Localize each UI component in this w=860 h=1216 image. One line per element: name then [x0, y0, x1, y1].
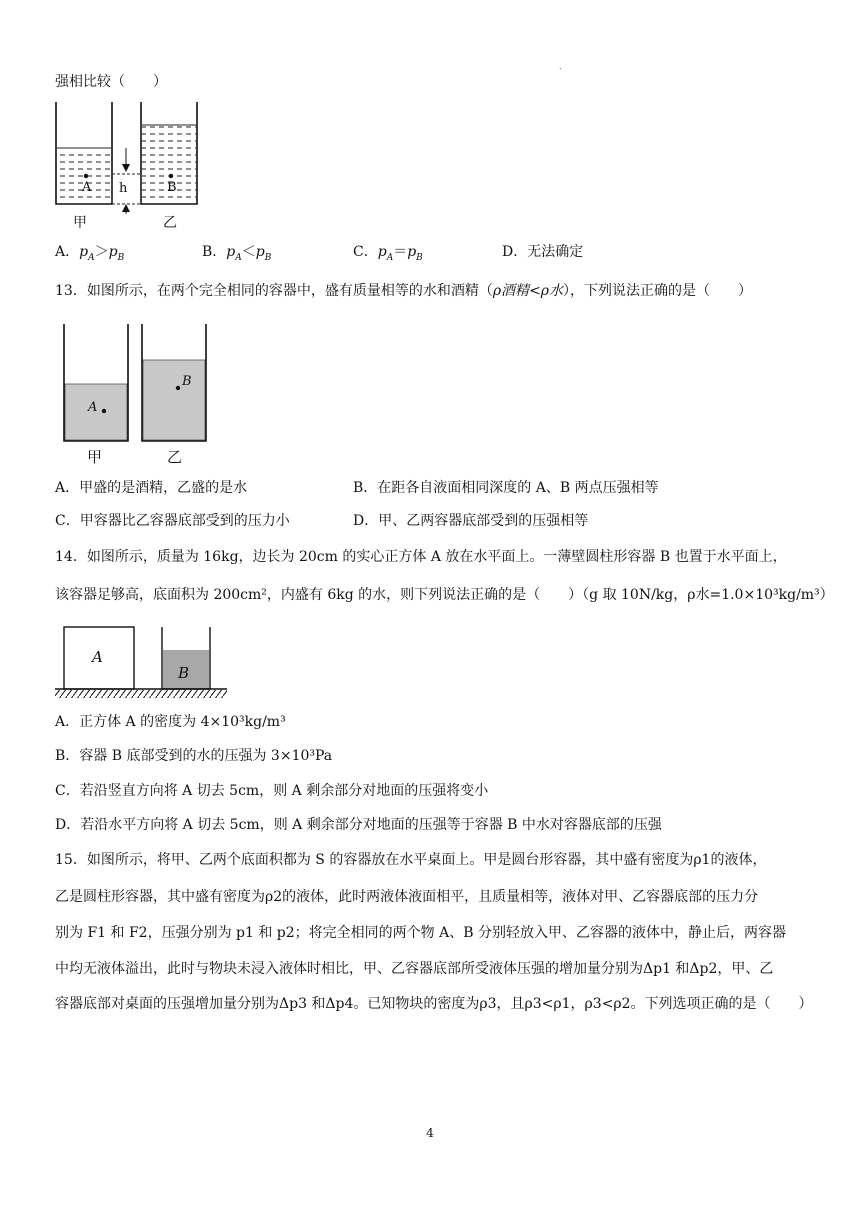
q13-stem [55, 281, 752, 301]
q13-number: 13． [55, 283, 87, 299]
q14-number: 14． [55, 549, 87, 565]
q15-line1: 15．如图所示，将甲、乙两个底面积都为 S 的容器放在水平桌面上。甲是圆台形容器，其中盛有密度为ρ1的液体， [55, 852, 767, 868]
q15-line4: 中均无液体溢出，此时与物块未浸入液体时相比，甲、乙容器底部所受液体压强的增加量分别为Δp1 和Δp2，甲、乙 [55, 961, 774, 977]
q13-rho-water: ρ水 [540, 283, 564, 299]
q15-number: 15． [55, 852, 87, 868]
q12-option-a-prefix: A． [55, 244, 80, 260]
q12-option-b-prefix: B． [202, 244, 227, 260]
q13-stem-part1: 如图所示，在两个完全相同的容器中，盛有质量相等的水和酒精（ [86, 283, 493, 299]
q14-option-c: C．若沿竖直方向将 A 切去 5cm，则 A 剩余部分对地面的压强将变小 [55, 783, 489, 799]
q13-caption-right: 乙 [167, 448, 183, 466]
q13-option-b: B．在距各自液面相同深度的 A、B 两点压强相等 [353, 480, 659, 496]
q12-label-h: h [119, 181, 128, 196]
q14-option-d: D．若沿水平方向将 A 切去 5cm，则 A 剩余部分对地面的压强等于容器 B 中水对容器底部的压强 [55, 817, 662, 833]
q12-stem-tail: 强相比较（ ） [55, 74, 167, 90]
q12-label-A: A [82, 180, 92, 195]
q12-caption-left: 甲 [73, 215, 87, 231]
q15-line3: 别为 F1 和 F2，压强分别为 p1 和 p2；将完全相同的两个物 A、B 分别轻放入甲、乙容器的液体中，静止后，两容器 [55, 925, 786, 941]
q15-line2: 乙是圆柱形容器，其中盛有密度为ρ2的液体，此时两液体液面相平，且质量相等，液体对甲、乙容器底部的压力分 [55, 889, 759, 905]
q14-ground-hatch [55, 690, 227, 698]
q13-figure [55, 322, 225, 442]
q14-option-a: A．正方体 A 的密度为 4×10³kg/m³ [55, 714, 286, 730]
page-number: 4 [426, 1126, 434, 1140]
q14-label-A: A [92, 648, 103, 666]
q12-option-c: C．$p_A=p_B$ [353, 244, 423, 263]
q13-option-d: D．甲、乙两容器底部受到的压强相等 [353, 513, 589, 529]
q13-lt: < [529, 283, 541, 299]
q14-figure [55, 624, 235, 700]
q13-liquid-right [143, 360, 205, 440]
q14-line1: 14．如图所示，质量为 16kg，边长为 20cm 的实心正方体 A 放在水平面上。一薄壁圆柱形容器 B 也置于水平面上， [55, 549, 787, 565]
q13-label-B: B [182, 374, 192, 389]
q14-label-B: B [178, 664, 190, 682]
q12-option-a: A．$p_A>p_B$ [55, 244, 125, 263]
q13-rho-alcohol: ρ酒精 [492, 283, 530, 299]
q12-option-c-prefix: C． [353, 244, 378, 260]
q14-option-b: B．容器 B 底部受到的水的压强为 3×10³Pa [55, 748, 333, 764]
q14-line2: 该容器足够高，底面积为 200cm²，内盛有 6kg 的水，则下列说法正确的是（ ）（g 取 10N/kg，ρ水=1.0×10³kg/m³） [55, 587, 834, 603]
q13-option-c: C．甲容器比乙容器底部受到的压力小 [55, 513, 290, 529]
q13-stem-part2: ），下列说法正确的是（ ） [563, 283, 753, 299]
top-mark: . [559, 62, 562, 71]
q13-caption-left: 甲 [87, 448, 103, 466]
q12-label-B: B [167, 180, 177, 195]
q12-option-b: B．$p_A<p_B$ [202, 244, 272, 263]
q13-option-a: A．甲盛的是酒精，乙盛的是水 [55, 480, 248, 496]
q15-line5: 容器底部对桌面的压强增加量分别为Δp3 和Δp4。已知物块的密度为ρ3，且ρ3<ρ1，ρ3<ρ2。下列选项正确的是（ ） [55, 996, 813, 1012]
q12-option-d: D．无法确定 [502, 244, 584, 260]
q12-caption-right: 乙 [163, 215, 177, 231]
q13-label-A: A [88, 400, 98, 415]
